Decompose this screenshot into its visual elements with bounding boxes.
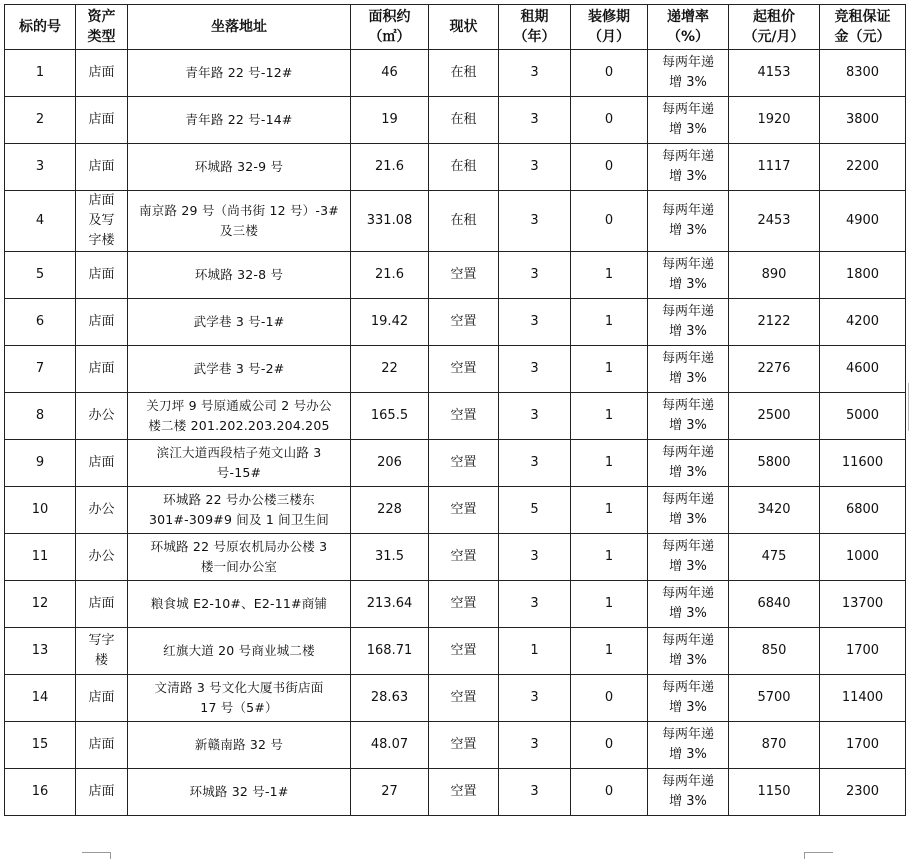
cell-starting-rent: 5800 [729, 440, 820, 487]
header-area: 面积约 （㎡） [351, 5, 429, 50]
table-row [5, 675, 906, 722]
cell-asset-type: 店面 [76, 50, 128, 97]
cell-lease-term: 3 [499, 393, 571, 440]
cell-address: 环城路 32 号-1# [128, 769, 351, 816]
table-row [5, 191, 906, 252]
cell-status: 空置 [429, 440, 499, 487]
cell-asset-type: 店面 [76, 346, 128, 393]
cell-address: 环城路 32-8 号 [128, 252, 351, 299]
cell-starting-rent: 6840 [729, 581, 820, 628]
cell-starting-rent: 2453 [729, 191, 820, 252]
cell-starting-rent: 850 [729, 628, 820, 675]
cell-address: 青年路 22 号-14# [128, 97, 351, 144]
cell-deposit: 11600 [820, 440, 906, 487]
cell-starting-rent: 5700 [729, 675, 820, 722]
cell-asset-type: 写字 楼 [76, 628, 128, 675]
cell-increase-rate: 每两年递 增 3% [648, 628, 729, 675]
cell-address: 关刀坪 9 号原通威公司 2 号办公 楼二楼 201.202.203.204.205 [128, 393, 351, 440]
cell-renovation-period: 1 [571, 534, 648, 581]
cell-starting-rent: 870 [729, 722, 820, 769]
cell-renovation-period: 0 [571, 722, 648, 769]
cell-status: 空置 [429, 769, 499, 816]
cell-deposit: 4900 [820, 191, 906, 252]
cell-address: 环城路 22 号办公楼三楼东 301#-309#9 间及 1 间卫生间 [128, 487, 351, 534]
cell-increase-rate: 每两年递 增 3% [648, 393, 729, 440]
crop-mark-left [82, 852, 111, 859]
cell-asset-type: 办公 [76, 487, 128, 534]
table-row [5, 252, 906, 299]
table-row [5, 722, 906, 769]
cell-deposit: 3800 [820, 97, 906, 144]
cell-lease-term: 3 [499, 769, 571, 816]
cell-increase-rate: 每两年递 增 3% [648, 675, 729, 722]
cell-lease-term: 3 [499, 97, 571, 144]
cell-deposit: 1700 [820, 722, 906, 769]
cell-lot-number: 8 [5, 393, 76, 440]
table-body [5, 50, 906, 816]
cell-area: 168.71 [351, 628, 429, 675]
cell-area: 28.63 [351, 675, 429, 722]
cell-address: 文清路 3 号文化大厦书街店面 17 号（5#） [128, 675, 351, 722]
cell-renovation-period: 1 [571, 393, 648, 440]
cell-area: 331.08 [351, 191, 429, 252]
cell-address: 环城路 32-9 号 [128, 144, 351, 191]
cell-lot-number: 10 [5, 487, 76, 534]
cell-status: 在租 [429, 144, 499, 191]
cell-status: 空置 [429, 487, 499, 534]
cell-lot-number: 11 [5, 534, 76, 581]
cell-increase-rate: 每两年递 增 3% [648, 191, 729, 252]
header-renovation-period: 装修期 （月） [571, 5, 648, 50]
lease-table [4, 4, 906, 816]
table-header [5, 5, 906, 50]
cell-asset-type: 办公 [76, 534, 128, 581]
cell-status: 空置 [429, 581, 499, 628]
cell-increase-rate: 每两年递 增 3% [648, 299, 729, 346]
cell-asset-type: 店面 [76, 440, 128, 487]
cell-lot-number: 2 [5, 97, 76, 144]
header-lot-number: 标的号 [5, 5, 76, 50]
table-row [5, 97, 906, 144]
cell-address: 武学巷 3 号-1# [128, 299, 351, 346]
cell-increase-rate: 每两年递 增 3% [648, 722, 729, 769]
cell-asset-type: 店面 [76, 722, 128, 769]
cell-lot-number: 1 [5, 50, 76, 97]
cell-asset-type: 店面 [76, 97, 128, 144]
cell-area: 48.07 [351, 722, 429, 769]
cell-lease-term: 3 [499, 534, 571, 581]
table-row [5, 346, 906, 393]
cell-status: 在租 [429, 191, 499, 252]
cell-status: 空置 [429, 393, 499, 440]
cell-lot-number: 15 [5, 722, 76, 769]
cell-deposit: 4600 [820, 346, 906, 393]
cell-deposit: 4200 [820, 299, 906, 346]
cell-renovation-period: 1 [571, 581, 648, 628]
cell-renovation-period: 1 [571, 628, 648, 675]
cell-status: 在租 [429, 97, 499, 144]
table-row [5, 144, 906, 191]
cell-starting-rent: 1150 [729, 769, 820, 816]
cell-lot-number: 3 [5, 144, 76, 191]
cell-lease-term: 3 [499, 581, 571, 628]
cell-address: 滨江大道西段桔子苑文山路 3 号-15# [128, 440, 351, 487]
cell-increase-rate: 每两年递 增 3% [648, 581, 729, 628]
cell-asset-type: 店面 及写 字楼 [76, 191, 128, 252]
cell-lease-term: 3 [499, 299, 571, 346]
cell-asset-type: 办公 [76, 393, 128, 440]
header-status: 现状 [429, 5, 499, 50]
cell-status: 空置 [429, 534, 499, 581]
header-increase-rate: 递增率 （%） [648, 5, 729, 50]
cell-status: 空置 [429, 299, 499, 346]
cell-address: 环城路 22 号原农机局办公楼 3 楼一间办公室 [128, 534, 351, 581]
cell-area: 46 [351, 50, 429, 97]
cell-renovation-period: 0 [571, 769, 648, 816]
cell-deposit: 1700 [820, 628, 906, 675]
cell-asset-type: 店面 [76, 144, 128, 191]
cell-asset-type: 店面 [76, 769, 128, 816]
header-starting-rent: 起租价 （元/月） [729, 5, 820, 50]
cell-renovation-period: 1 [571, 346, 648, 393]
cell-status: 空置 [429, 346, 499, 393]
table-row [5, 581, 906, 628]
cell-renovation-period: 0 [571, 144, 648, 191]
table-row [5, 299, 906, 346]
cell-renovation-period: 0 [571, 191, 648, 252]
cell-status: 空置 [429, 675, 499, 722]
cell-area: 27 [351, 769, 429, 816]
cell-deposit: 5000 [820, 393, 906, 440]
cell-deposit: 6800 [820, 487, 906, 534]
cell-area: 22 [351, 346, 429, 393]
cell-lease-term: 3 [499, 675, 571, 722]
cell-increase-rate: 每两年递 增 3% [648, 534, 729, 581]
cell-address: 粮食城 E2-10#、E2-11#商铺 [128, 581, 351, 628]
cell-area: 213.64 [351, 581, 429, 628]
cell-asset-type: 店面 [76, 675, 128, 722]
cell-address: 南京路 29 号（尚书街 12 号）-3# 及三楼 [128, 191, 351, 252]
cell-increase-rate: 每两年递 增 3% [648, 144, 729, 191]
cell-deposit: 2300 [820, 769, 906, 816]
cell-lot-number: 4 [5, 191, 76, 252]
cell-increase-rate: 每两年递 增 3% [648, 487, 729, 534]
cell-deposit: 13700 [820, 581, 906, 628]
cell-address: 新赣南路 32 号 [128, 722, 351, 769]
cell-lot-number: 6 [5, 299, 76, 346]
cell-deposit: 11400 [820, 675, 906, 722]
header-address: 坐落地址 [128, 5, 351, 50]
cell-lot-number: 9 [5, 440, 76, 487]
cell-address: 红旗大道 20 号商业城二楼 [128, 628, 351, 675]
table-row [5, 534, 906, 581]
cell-lease-term: 5 [499, 487, 571, 534]
cell-status: 空置 [429, 722, 499, 769]
cell-lot-number: 14 [5, 675, 76, 722]
cell-renovation-period: 0 [571, 97, 648, 144]
cell-asset-type: 店面 [76, 252, 128, 299]
cell-lease-term: 3 [499, 50, 571, 97]
cell-renovation-period: 1 [571, 440, 648, 487]
cell-deposit: 2200 [820, 144, 906, 191]
cell-lease-term: 3 [499, 191, 571, 252]
cell-status: 空置 [429, 628, 499, 675]
cell-increase-rate: 每两年递 增 3% [648, 769, 729, 816]
page-edge-marker [908, 383, 914, 431]
cell-asset-type: 店面 [76, 299, 128, 346]
cell-lease-term: 3 [499, 252, 571, 299]
cell-lot-number: 7 [5, 346, 76, 393]
cell-area: 165.5 [351, 393, 429, 440]
table-row [5, 487, 906, 534]
cell-area: 31.5 [351, 534, 429, 581]
cell-lease-term: 3 [499, 144, 571, 191]
cell-status: 在租 [429, 50, 499, 97]
cell-lot-number: 5 [5, 252, 76, 299]
table-row [5, 393, 906, 440]
cell-address: 武学巷 3 号-2# [128, 346, 351, 393]
cell-deposit: 8300 [820, 50, 906, 97]
table-row [5, 440, 906, 487]
table-row [5, 769, 906, 816]
cell-lot-number: 12 [5, 581, 76, 628]
cell-area: 206 [351, 440, 429, 487]
cell-increase-rate: 每两年递 增 3% [648, 50, 729, 97]
cell-lease-term: 3 [499, 346, 571, 393]
cell-starting-rent: 1117 [729, 144, 820, 191]
cell-renovation-period: 1 [571, 487, 648, 534]
cell-area: 21.6 [351, 252, 429, 299]
cell-starting-rent: 1920 [729, 97, 820, 144]
cell-increase-rate: 每两年递 增 3% [648, 252, 729, 299]
cell-area: 21.6 [351, 144, 429, 191]
cell-asset-type: 店面 [76, 581, 128, 628]
cell-starting-rent: 475 [729, 534, 820, 581]
cell-lease-term: 3 [499, 440, 571, 487]
cell-renovation-period: 1 [571, 252, 648, 299]
cell-area: 19 [351, 97, 429, 144]
cell-starting-rent: 2122 [729, 299, 820, 346]
cell-renovation-period: 0 [571, 675, 648, 722]
cell-lot-number: 13 [5, 628, 76, 675]
cell-starting-rent: 2500 [729, 393, 820, 440]
cell-area: 228 [351, 487, 429, 534]
header-row [5, 5, 906, 50]
cell-starting-rent: 4153 [729, 50, 820, 97]
cell-deposit: 1000 [820, 534, 906, 581]
cell-status: 空置 [429, 252, 499, 299]
cell-deposit: 1800 [820, 252, 906, 299]
cell-starting-rent: 2276 [729, 346, 820, 393]
cell-starting-rent: 3420 [729, 487, 820, 534]
cell-area: 19.42 [351, 299, 429, 346]
cell-renovation-period: 0 [571, 50, 648, 97]
cell-increase-rate: 每两年递 增 3% [648, 346, 729, 393]
cell-lease-term: 3 [499, 722, 571, 769]
cell-renovation-period: 1 [571, 299, 648, 346]
header-lease-term: 租期 （年） [499, 5, 571, 50]
cell-starting-rent: 890 [729, 252, 820, 299]
table-row [5, 628, 906, 675]
cell-lease-term: 1 [499, 628, 571, 675]
cell-increase-rate: 每两年递 增 3% [648, 440, 729, 487]
cell-increase-rate: 每两年递 增 3% [648, 97, 729, 144]
header-deposit: 竞租保证 金（元） [820, 5, 906, 50]
table-row [5, 50, 906, 97]
header-asset-type: 资产 类型 [76, 5, 128, 50]
crop-mark-right [804, 852, 833, 859]
cell-lot-number: 16 [5, 769, 76, 816]
cell-address: 青年路 22 号-12# [128, 50, 351, 97]
